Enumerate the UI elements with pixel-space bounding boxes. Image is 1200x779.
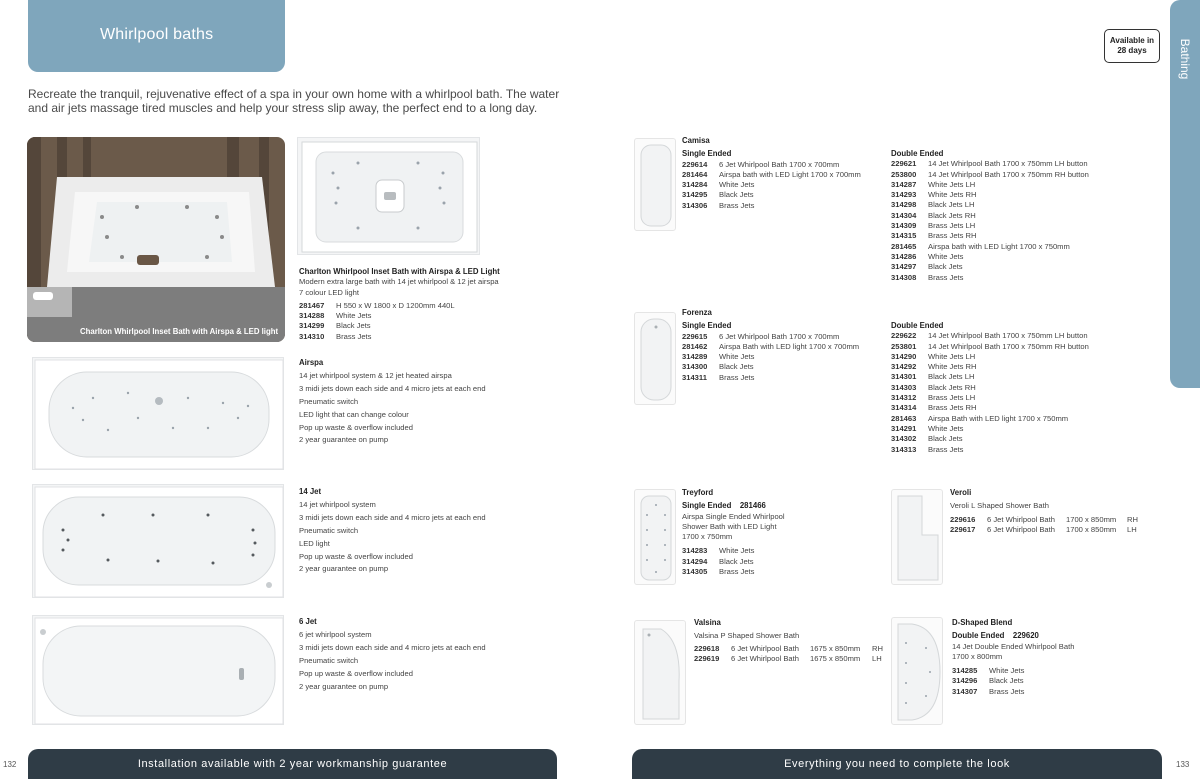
product-text: Brass Jets bbox=[928, 272, 964, 282]
product-row bbox=[694, 654, 894, 664]
product-code: 314294 bbox=[682, 556, 708, 566]
product-row bbox=[682, 557, 882, 567]
product-text: Black Jets bbox=[719, 362, 754, 372]
charlton-bath-drawing bbox=[298, 138, 481, 256]
side-tab-label: Bathing bbox=[1178, 38, 1192, 80]
product-row bbox=[891, 180, 1151, 190]
camisa-double-label: Double Ended bbox=[891, 149, 944, 158]
jet6-bath-image bbox=[32, 615, 284, 725]
product-text: White Jets RH bbox=[928, 362, 977, 372]
product-code: 314298 bbox=[891, 200, 917, 210]
product-code: 314307 bbox=[952, 686, 978, 696]
product-text: Airspa Bath with LED light 1700 x 700mm bbox=[719, 341, 860, 351]
product-code: 314296 bbox=[952, 676, 978, 686]
product-code: 314302 bbox=[891, 434, 917, 444]
product-code: 314292 bbox=[891, 362, 917, 372]
charlton-title: Charlton Whirlpool Inset Bath with Airspa & LED Light bbox=[299, 267, 500, 276]
product-row bbox=[891, 170, 1151, 180]
veroli-desc: Veroli L Shaped Shower Bath bbox=[950, 501, 1049, 511]
availability-badge bbox=[1104, 29, 1160, 63]
dshaped-title: D-Shaped Blend bbox=[952, 618, 1013, 627]
product-code: 314293 bbox=[891, 190, 917, 200]
charlton-bath-image bbox=[297, 137, 480, 255]
valsina-desc: Valsina P Shaped Shower Bath bbox=[694, 631, 800, 641]
product-text: 6 Jet Whirlpool Bath bbox=[987, 524, 1055, 534]
treyford-details bbox=[682, 488, 882, 577]
product-row bbox=[891, 445, 1151, 455]
product-row bbox=[891, 273, 1151, 283]
jet14-title: 14 Jet bbox=[299, 487, 322, 496]
feature-line: 3 midi jets down each side and 4 micro jets at each end bbox=[299, 512, 486, 522]
product-row bbox=[891, 383, 1151, 393]
product-code: 314288 bbox=[299, 311, 325, 321]
product-code: 229617 bbox=[950, 524, 976, 534]
product-text: 6 Jet Whirlpool Bath bbox=[731, 643, 799, 653]
product-row bbox=[891, 362, 1151, 372]
product-text: Brass Jets LH bbox=[928, 393, 976, 403]
dshaped-bath-drawing bbox=[892, 618, 944, 726]
product-code: 281464 bbox=[682, 169, 708, 179]
charlton-row bbox=[299, 301, 529, 311]
product-row bbox=[891, 372, 1151, 382]
camisa-double bbox=[891, 149, 1151, 283]
product-row bbox=[891, 221, 1151, 231]
feature-line: 14 jet whirlpool system bbox=[299, 499, 376, 509]
product-code: 314289 bbox=[682, 352, 708, 362]
product-row bbox=[891, 352, 1151, 362]
product-code: 314306 bbox=[682, 200, 708, 210]
product-text: 6 Jet Whirlpool Bath bbox=[731, 653, 799, 663]
product-row bbox=[891, 403, 1151, 413]
treyford-bath-drawing bbox=[635, 490, 677, 586]
product-text: Black Jets bbox=[928, 262, 963, 272]
product-text: Black Jets RH bbox=[928, 210, 976, 220]
camisa-single bbox=[682, 136, 882, 211]
product-text: 6 Jet Whirlpool Bath 1700 x 700mm bbox=[719, 159, 840, 169]
product-text: Black Jets RH bbox=[928, 382, 976, 392]
charlton-desc1: Modern extra large bath with 14 jet whirlpool & 12 jet airspa bbox=[299, 277, 499, 287]
product-code: 314305 bbox=[682, 567, 708, 577]
product-row bbox=[682, 180, 882, 190]
valsina-bath-drawing bbox=[635, 621, 687, 726]
product-code: 314300 bbox=[682, 362, 708, 372]
product-code: 281467 bbox=[299, 300, 325, 310]
product-text: White Jets bbox=[928, 251, 964, 261]
product-text: Black Jets bbox=[719, 556, 754, 566]
product-row bbox=[682, 332, 882, 342]
airspa-bath-drawing bbox=[33, 358, 285, 471]
dshaped-double-row bbox=[952, 631, 1152, 641]
jet14-details bbox=[299, 486, 539, 576]
treyford-single-label: Single Ended bbox=[682, 501, 732, 511]
treyford-single-row bbox=[682, 501, 882, 511]
valsina-bath-image bbox=[634, 620, 686, 725]
feature-line: 14 jet whirlpool system & 12 jet heated airspa bbox=[299, 370, 452, 380]
product-row bbox=[891, 211, 1151, 221]
product-code: 314301 bbox=[891, 372, 917, 382]
availability-line2: 28 days bbox=[1117, 46, 1147, 55]
product-row bbox=[682, 201, 882, 211]
product-row bbox=[682, 362, 882, 372]
veroli-bath-drawing bbox=[892, 490, 944, 586]
footer-left-banner: Installation available with 2 year workmanship guarantee bbox=[28, 749, 557, 779]
product-row bbox=[891, 159, 1151, 169]
product-text: Brass Jets bbox=[928, 444, 964, 454]
airspa-bath-image bbox=[32, 357, 284, 470]
product-row bbox=[682, 546, 882, 556]
feature-line: Pneumatic switch bbox=[299, 655, 359, 665]
product-text: Airspa bath with LED Light 1700 x 700mm bbox=[719, 169, 861, 179]
charlton-row bbox=[299, 311, 529, 321]
product-text: 6 Jet Whirlpool Bath bbox=[987, 514, 1055, 524]
veroli-title: Veroli bbox=[950, 488, 972, 497]
product-text: White Jets RH bbox=[928, 190, 977, 200]
product-text: Black Jets bbox=[989, 676, 1024, 686]
product-text: Brass Jets bbox=[989, 686, 1025, 696]
feature-line: Pop up waste & overflow included bbox=[299, 668, 413, 678]
dshaped-bath-image bbox=[891, 617, 943, 725]
product-code: 281465 bbox=[891, 241, 917, 251]
feature-line: Pneumatic switch bbox=[299, 525, 359, 535]
product-text: Brass Jets bbox=[719, 200, 755, 210]
product-row bbox=[950, 515, 1150, 525]
feature-line: Pneumatic switch bbox=[299, 396, 359, 406]
product-row bbox=[682, 160, 882, 170]
product-row bbox=[682, 352, 882, 362]
intro-text: Recreate the tranquil, rejuvenative effect of a spa in your own home with a whirlpool bath. The water and air jets massage tired muscles and help your stress slip away, the perfect end to a long day. bbox=[28, 87, 560, 115]
product-row bbox=[694, 644, 894, 654]
dshaped-double-code: 229620 bbox=[1012, 631, 1039, 641]
product-text: Black Jets bbox=[928, 434, 963, 444]
product-size: 1675 x 850mm bbox=[810, 653, 861, 663]
product-row bbox=[891, 393, 1151, 403]
jet6-title: 6 Jet bbox=[299, 617, 317, 626]
dshaped-desc: 14 Jet Double Ended Whirlpool Bath bbox=[952, 641, 1075, 651]
product-code: 314308 bbox=[891, 272, 917, 282]
charlton-row bbox=[299, 321, 529, 331]
product-hand: RH bbox=[1127, 514, 1138, 524]
feature-line: 2 year guarantee on pump bbox=[299, 564, 389, 574]
dshaped-details bbox=[952, 618, 1152, 697]
dshaped-double-label: Double Ended bbox=[952, 631, 1005, 641]
product-code: 281462 bbox=[682, 341, 708, 351]
forenza-title: Forenza bbox=[682, 308, 712, 317]
product-hand: RH bbox=[872, 643, 883, 653]
product-code: 314290 bbox=[891, 351, 917, 361]
product-code: 314315 bbox=[891, 231, 917, 241]
veroli-details bbox=[950, 488, 1150, 535]
product-row bbox=[891, 231, 1151, 241]
product-row bbox=[682, 342, 882, 352]
veroli-bath-image bbox=[891, 489, 943, 585]
product-code: 229622 bbox=[891, 331, 917, 341]
product-text: 6 Jet Whirlpool Bath 1700 x 700mm bbox=[719, 331, 840, 341]
product-code: 314291 bbox=[891, 423, 917, 433]
availability-line1: Available in bbox=[1109, 36, 1155, 45]
product-text: White Jets LH bbox=[928, 351, 976, 361]
product-code: 253801 bbox=[891, 341, 917, 351]
product-text: Brass Jets bbox=[336, 331, 372, 341]
hero-image bbox=[27, 137, 285, 342]
product-code: 314309 bbox=[891, 221, 917, 231]
hero-caption: Charlton Whirlpool Inset Bath with Airspa & LED light bbox=[80, 327, 279, 336]
product-text: Brass Jets RH bbox=[928, 231, 977, 241]
product-row bbox=[952, 676, 1152, 686]
treyford-desc: Shower Bath with LED Light bbox=[682, 521, 777, 531]
product-text: H 550 x W 1800 x D 1200mm 440L bbox=[336, 300, 455, 310]
product-row bbox=[891, 414, 1151, 424]
product-text: 14 Jet Whirlpool Bath 1700 x 750mm LH button bbox=[928, 331, 1088, 341]
product-text: Brass Jets bbox=[719, 372, 755, 382]
feature-line: 2 year guarantee on pump bbox=[299, 435, 389, 445]
airspa-title: Airspa bbox=[299, 358, 324, 367]
hero-photo bbox=[27, 137, 285, 342]
product-row bbox=[891, 331, 1151, 341]
charlton-details bbox=[299, 267, 529, 342]
product-code: 314287 bbox=[891, 179, 917, 189]
camisa-bath-image bbox=[634, 138, 676, 231]
product-row bbox=[952, 666, 1152, 676]
camisa-single-label: Single Ended bbox=[682, 149, 732, 159]
product-row bbox=[891, 190, 1151, 200]
forenza-bath-image bbox=[634, 312, 676, 405]
product-code: 314304 bbox=[891, 210, 917, 220]
product-row bbox=[682, 190, 882, 200]
product-hand: LH bbox=[872, 653, 882, 663]
product-text: 14 Jet Whirlpool Bath 1700 x 750mm LH button bbox=[928, 159, 1088, 169]
forenza-single bbox=[682, 308, 882, 383]
forenza-double bbox=[891, 321, 1151, 455]
product-code: 314314 bbox=[891, 403, 917, 413]
product-hand: LH bbox=[1127, 524, 1137, 534]
feature-line: 6 jet whirlpool system bbox=[299, 629, 372, 639]
forenza-double-label: Double Ended bbox=[891, 321, 944, 330]
product-text: Airspa bath with LED Light 1700 x 750mm bbox=[928, 241, 1070, 251]
product-row bbox=[891, 200, 1151, 210]
product-row bbox=[891, 262, 1151, 272]
product-row bbox=[682, 373, 882, 383]
product-code: 229619 bbox=[694, 653, 720, 663]
jet14-bath-image bbox=[32, 484, 284, 598]
product-size: 1700 x 850mm bbox=[1066, 514, 1117, 524]
product-code: 314286 bbox=[891, 251, 917, 261]
product-text: Black Jets bbox=[719, 190, 754, 200]
feature-line: LED light bbox=[299, 538, 330, 548]
product-code: 281463 bbox=[891, 413, 917, 423]
charlton-desc2: 7 colour LED light bbox=[299, 287, 359, 297]
page-title: Whirlpool baths bbox=[100, 26, 214, 43]
product-text: White Jets bbox=[989, 666, 1025, 676]
product-text: Black Jets bbox=[336, 321, 371, 331]
camisa-bath-drawing bbox=[635, 139, 677, 232]
product-code: 314310 bbox=[299, 331, 325, 341]
feature-line: Pop up waste & overflow included bbox=[299, 551, 413, 561]
feature-line: 3 midi jets down each side and 4 micro jets at each end bbox=[299, 383, 486, 393]
product-code: 314297 bbox=[891, 262, 917, 272]
product-code: 314285 bbox=[952, 666, 978, 676]
product-text: 14 Jet Whirlpool Bath 1700 x 750mm RH button bbox=[928, 341, 1089, 351]
product-text: White Jets LH bbox=[928, 179, 976, 189]
dshaped-desc: 1700 x 800mm bbox=[952, 651, 1003, 661]
treyford-desc: Airspa Single Ended Whirlpool bbox=[682, 511, 785, 521]
product-row bbox=[891, 342, 1151, 352]
charlton-row bbox=[299, 332, 529, 342]
valsina-details bbox=[694, 618, 894, 664]
feature-line: 3 midi jets down each side and 4 micro jets at each end bbox=[299, 642, 486, 652]
product-text: White Jets bbox=[336, 311, 372, 321]
product-code: 314303 bbox=[891, 382, 917, 392]
product-text: White Jets bbox=[719, 180, 755, 190]
product-row bbox=[891, 424, 1151, 434]
product-row bbox=[891, 252, 1151, 262]
product-row bbox=[891, 434, 1151, 444]
product-row bbox=[891, 242, 1151, 252]
product-row bbox=[682, 170, 882, 180]
product-text: White Jets bbox=[719, 352, 755, 362]
forenza-bath-drawing bbox=[635, 313, 677, 406]
product-code: 229618 bbox=[694, 643, 720, 653]
product-code: 229621 bbox=[891, 159, 917, 169]
forenza-single-label: Single Ended bbox=[682, 321, 732, 331]
product-code: 229615 bbox=[682, 331, 708, 341]
treyford-bath-image bbox=[634, 489, 676, 585]
product-code: 229616 bbox=[950, 514, 976, 524]
product-code: 314311 bbox=[682, 372, 707, 382]
product-row bbox=[950, 525, 1150, 535]
product-size: 1675 x 850mm bbox=[810, 643, 861, 653]
treyford-desc: 1700 x 750mm bbox=[682, 532, 733, 542]
product-code: 314313 bbox=[891, 444, 917, 454]
valsina-title: Valsina bbox=[694, 618, 721, 627]
product-code: 253800 bbox=[891, 169, 917, 179]
product-text: Airspa Bath with LED light 1700 x 750mm bbox=[928, 413, 1069, 423]
product-code: 314284 bbox=[682, 180, 708, 190]
product-text: Brass Jets bbox=[719, 567, 755, 577]
product-text: Brass Jets LH bbox=[928, 221, 976, 231]
product-row bbox=[952, 687, 1152, 697]
product-text: Black Jets LH bbox=[928, 200, 975, 210]
product-text: 14 Jet Whirlpool Bath 1700 x 750mm RH button bbox=[928, 169, 1089, 179]
feature-line: LED light that can change colour bbox=[299, 409, 409, 419]
product-text: White Jets bbox=[928, 423, 964, 433]
treyford-title: Treyford bbox=[682, 488, 714, 497]
treyford-single-code: 281466 bbox=[739, 501, 766, 511]
product-code: 314295 bbox=[682, 190, 708, 200]
jet6-details bbox=[299, 616, 539, 693]
product-code: 314312 bbox=[891, 393, 917, 403]
feature-line: Pop up waste & overflow included bbox=[299, 422, 413, 432]
footer-right-banner: Everything you need to complete the look bbox=[632, 749, 1162, 779]
camisa-title: Camisa bbox=[682, 136, 710, 145]
product-size: 1700 x 850mm bbox=[1066, 524, 1117, 534]
product-code: 229614 bbox=[682, 159, 708, 169]
product-code: 314299 bbox=[299, 321, 325, 331]
airspa-details bbox=[299, 357, 539, 447]
product-text: Black Jets LH bbox=[928, 372, 975, 382]
jet14-bath-drawing bbox=[33, 485, 285, 599]
product-row bbox=[682, 567, 882, 577]
page-number-left: 132 bbox=[3, 760, 17, 769]
jet6-bath-drawing bbox=[33, 616, 285, 726]
product-code: 314283 bbox=[682, 546, 708, 556]
page-number-right: 133 bbox=[1176, 760, 1190, 769]
product-text: White Jets bbox=[719, 546, 755, 556]
feature-line: 2 year guarantee on pump bbox=[299, 681, 389, 691]
product-text: Brass Jets RH bbox=[928, 403, 977, 413]
